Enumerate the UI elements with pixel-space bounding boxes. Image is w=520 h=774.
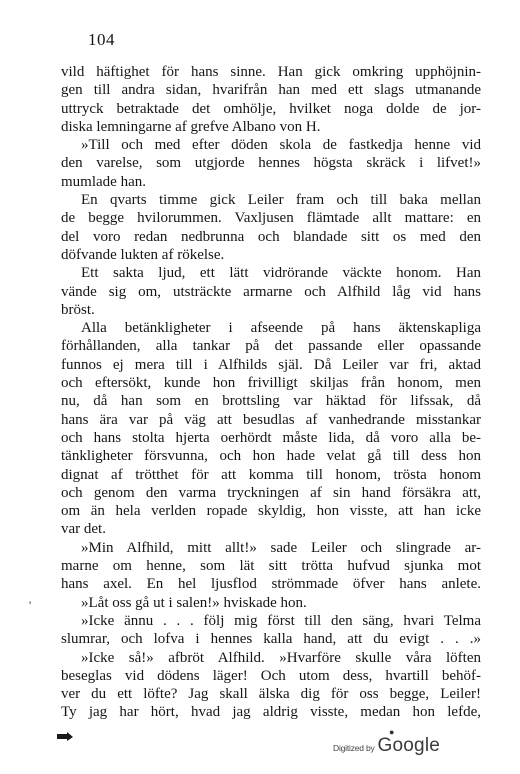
text-line: diska lemningarne af grefve Albano von H.	[61, 118, 321, 135]
text-line: de begge hvilorummen. Vaxljusen flämtade allt mattare: en	[61, 210, 481, 227]
text-line: »Till och med efter döden skola de fastkedja henne vid	[81, 137, 481, 154]
text-line: hans ära var på väg att besudlas af vanhedrande misstankar	[61, 411, 481, 428]
text-line: och eftersökt, kunde hon frivilligt skiljas från honom, men	[61, 375, 481, 392]
text-line: nu, då han som en brottsling var häktad för lifssak, då	[61, 393, 481, 410]
text-line: vild häftighet för hans sinne. Han gick omkring upphöjnin-	[61, 64, 481, 80]
text-line: slumrar, och lofva i hennes kalla hand, att du evigt . . .»	[61, 631, 481, 648]
text-line: förhållanden, alla tankar på det passande eller opassande	[61, 338, 481, 355]
text-line: hans axel. En hel ljusflod strömmade öfver hans anlete.	[61, 576, 481, 593]
text-line: var det.	[61, 521, 106, 538]
watermark-prefix: Digitized by	[333, 743, 375, 753]
text-line: uttryck betraktade det omhölje, hvilket noga dolde de jor-	[61, 100, 481, 117]
text-line: »Icke ännu . . . följ mig först till den säng, hvari Telma	[81, 612, 481, 629]
text-line: bröst.	[61, 301, 95, 318]
digitized-watermark	[333, 727, 441, 757]
text-line: vände sig om, utsträckte armarne och Alfhild låg vid hans	[61, 283, 481, 300]
text-line: Ett sakta ljud, ett lätt vidrörande väckte honom. Han	[81, 265, 481, 282]
text-line: och hans stolta hjerta oerhördt måste lida, då voro alla be-	[61, 429, 481, 446]
text-line: funnos ej mera till i Alfhilds själ. Då Leiler var fri, aktad	[61, 356, 481, 373]
text-line: om än hela verlden ropade skyldig, hon visste, att han icke	[61, 503, 481, 520]
text-line: gen till andra sidan, hvarifrån han med ett slags utmanande	[61, 82, 481, 99]
text-line: »Låt oss gå ut i salen!» hviskade hon.	[81, 594, 307, 611]
text-line: döfvande lukten af rökelse.	[61, 246, 225, 263]
text-line: beseglas vid dödens läger! Och utom dess, hvartill behöf-	[61, 667, 481, 684]
text-line: del voro redan nedbrunna och blandade sitt os med den	[61, 228, 481, 245]
text-line: En qvarts timme gick Leiler fram och till baka mellan	[81, 192, 481, 209]
body-text	[61, 63, 481, 722]
watermark-brand: Google	[377, 735, 441, 756]
margin-mark: '	[29, 598, 32, 612]
text-line: Alla betänkligheter i afseende på hans äktenskapliga	[81, 320, 481, 337]
text-line: den varelse, som utgjorde hennes högsta skräck i lifvet!»	[61, 155, 481, 172]
text-line: dignat af trötthet för att komma till honom, trösta honom	[61, 466, 481, 483]
text-line: ver du ett löfte? Jag skall älska dig för oss begge, Leiler!	[61, 686, 481, 703]
text-line: »Icke så!» afbröt Alfhild. »Hvarföre skulle våra löften	[81, 649, 481, 666]
text-line: mumlade han.	[61, 173, 146, 190]
text-line: »Min Alfhild, mitt allt!» sade Leiler och slingrade ar-	[81, 539, 481, 556]
text-line: Ty jag har hört, hvad jag aldrig visste, medan hon lefde,	[61, 704, 481, 721]
text-line: tänkligheter försvunna, och hon hade velat gå till dess hon	[61, 448, 481, 465]
text-line: marne om henne, som lät sitt trötta hufvud sjunka mot	[61, 558, 481, 575]
page-number: 104	[88, 30, 115, 49]
corner-mark-icon	[57, 732, 73, 741]
text-line: och genom den varma tryckningen af sin hand försäkra att,	[61, 484, 481, 501]
watermark-dot-icon: ●	[389, 727, 395, 737]
